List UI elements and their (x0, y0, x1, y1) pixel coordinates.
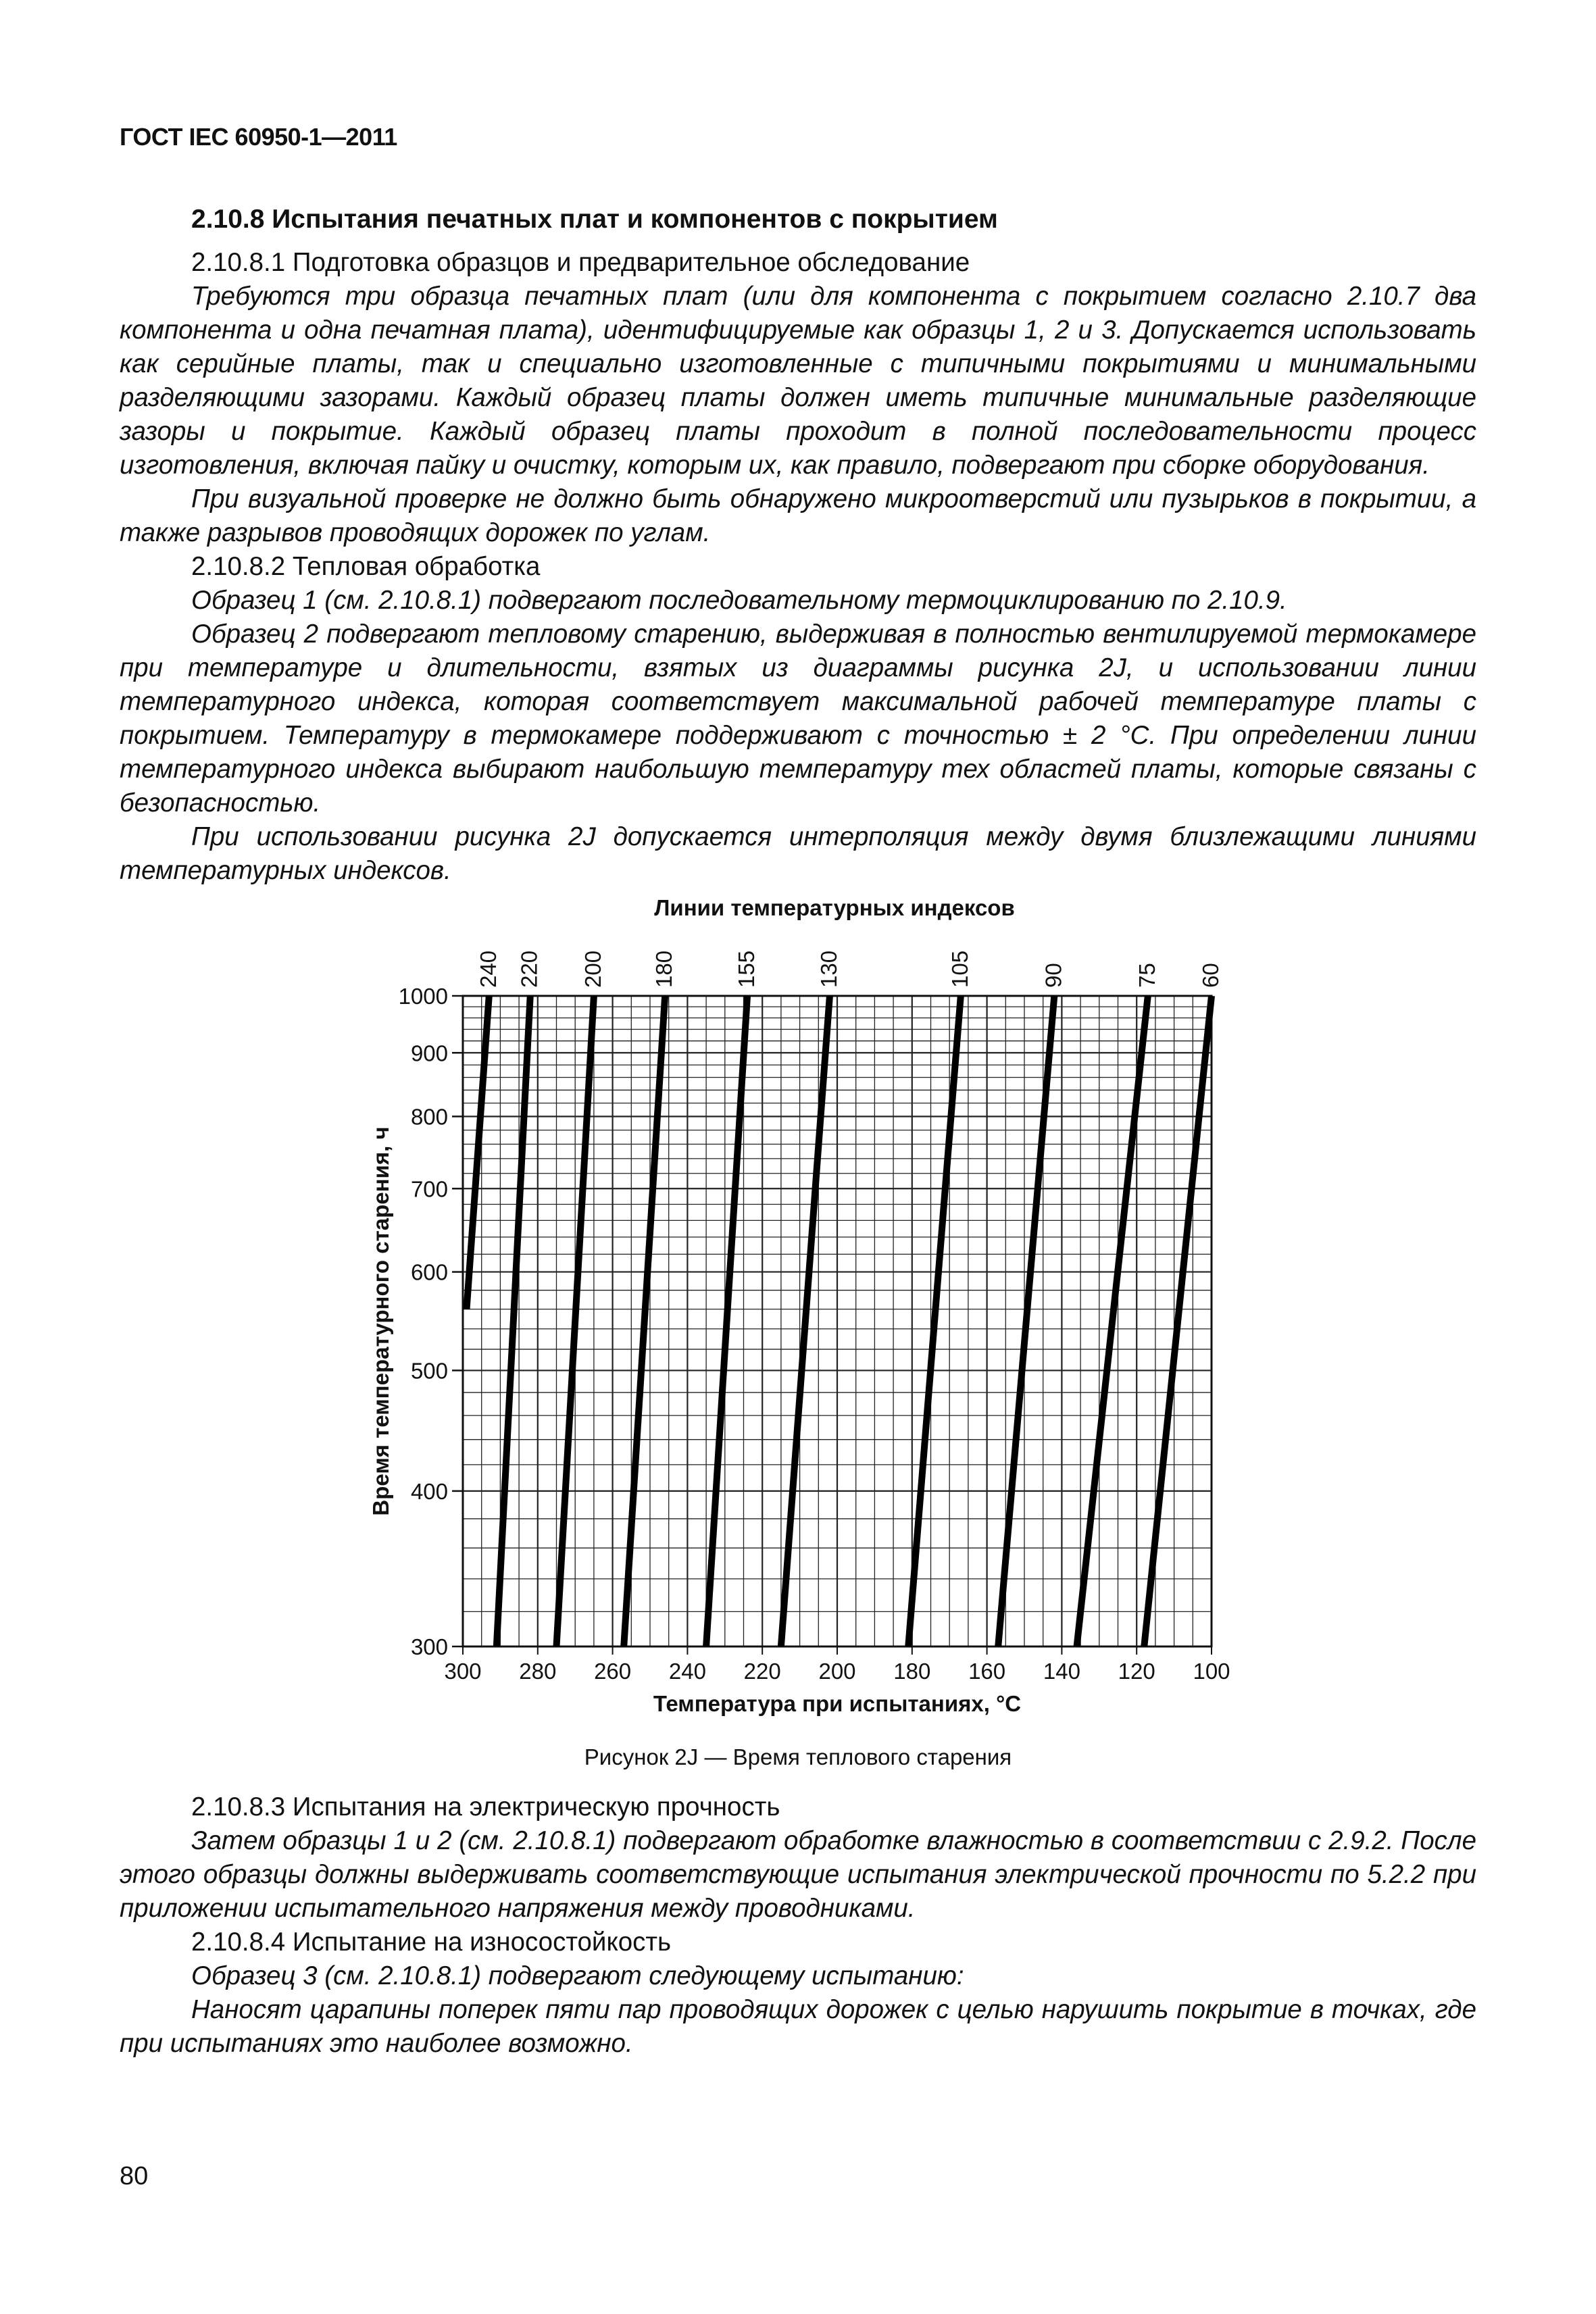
figure-caption: Рисунок 2J — Время теплового старения (584, 1744, 1012, 1769)
subsection-title: 2.10.8.2 Тепловая обработка (191, 552, 541, 581)
temperature-index-line (624, 996, 665, 1646)
x-tick-label: 280 (519, 1659, 557, 1684)
y-tick-label: 300 (410, 1634, 448, 1659)
paragraph: При визуальной проверке не должно быть обнаружено микроотверстий или пузырьков в покрытии, а также разрывов проводящих дорожек по углам. (120, 484, 1476, 547)
x-tick-label: 120 (1118, 1659, 1155, 1684)
temperature-index-line (781, 996, 830, 1646)
temperature-index-line (497, 996, 530, 1646)
x-tick-label: 300 (444, 1659, 482, 1684)
x-tick-label: 160 (968, 1659, 1006, 1684)
x-tick-label: 140 (1043, 1659, 1080, 1684)
series-label: 60 (1198, 963, 1223, 988)
section-heading: 2.10.8 Испытания печатных плат и компонентов с покрытием (191, 205, 998, 234)
subsection-title: 2.10.8.3 Испытания на электрическую прочность (191, 1792, 780, 1821)
temperature-index-line (706, 996, 747, 1646)
x-tick-label: 260 (594, 1659, 632, 1684)
x-tick-label: 220 (743, 1659, 781, 1684)
paragraph: Образец 3 (см. 2.10.8.1) подвергают следующему испытанию: (191, 1961, 964, 1990)
paragraph: Наносят царапины поперек пяти пар проводящих дорожек с целью нарушить покрытие в точках, где при испытаниях это наиболее возможно. (120, 1995, 1476, 2058)
subsection-title: 2.10.8.4 Испытание на износостойкость (191, 1928, 672, 1957)
y-tick-label: 500 (410, 1358, 448, 1384)
series-label: 155 (734, 950, 759, 988)
series-label: 105 (947, 950, 972, 988)
y-axis-label: Время температурного старения, ч (368, 1126, 393, 1516)
page-number: 80 (120, 2162, 149, 2190)
chart-title: Линии температурных индексов (654, 895, 1015, 920)
x-tick-label: 200 (818, 1659, 856, 1684)
document-header: ГОСТ IEC 60950-1—2011 (120, 123, 397, 151)
series-label: 180 (651, 950, 677, 988)
x-tick-label: 240 (668, 1659, 706, 1684)
series-label: 90 (1041, 963, 1066, 988)
paragraph: При использовании рисунка 2J допускается интерполяция между двумя близлежащими линиями температурных индексов. (120, 822, 1476, 885)
series-label: 240 (475, 950, 501, 988)
section-text-2 (120, 1790, 1476, 2061)
x-tick-label: 100 (1193, 1659, 1230, 1684)
series-label: 220 (516, 950, 542, 988)
paragraph: Образец 2 подвергают тепловому старению, выдерживая в полностью вентилируемой термокамере при температуре и длительности, взятых из диаграммы рисунка 2J, и использовании линии температурного индекса, которая соответствует максимальной рабочей температуре платы с покрытием. Температуру в термокамере поддерживают с точностью ± 2 °С. При определении линии температурного индекса выбирают наибольшую температуру тех областей платы, которые связаны с безопасностью. (120, 620, 1476, 818)
y-tick-label: 900 (410, 1040, 448, 1066)
paragraph: Образец 1 (см. 2.10.8.1) подвергают последовательному термоциклированию по 2.10.9. (191, 586, 1287, 615)
x-axis-label: Температура при испытаниях, °С (653, 1691, 1022, 1716)
temperature-index-line (1144, 996, 1212, 1646)
y-tick-label: 700 (410, 1176, 448, 1202)
temperature-index-line (908, 996, 961, 1646)
temperature-index-line (998, 996, 1054, 1646)
x-tick-label: 180 (893, 1659, 931, 1684)
series-label: 75 (1134, 963, 1159, 988)
series-label: 200 (580, 950, 605, 988)
paragraph: Требуются три образца печатных плат (или для компонента с покрытием согласно 2.10.7 два компонента и одна печатная плата), идентифицируемые как образцы 1, 2 и 3. Допускается использовать как серийные платы, так и специально изготовленные с типичными покрытиями и минимальными разделяющими зазорами. Каждый образец платы должен иметь типичные минимальные разделяющие зазоры и покрытие. Каждый образец платы проходит в полной последовательности процесс изготовления, включая пайку и очистку, которым их, как правило, подвергают при сборке оборудования. (120, 282, 1476, 480)
paragraph: Затем образцы 1 и 2 (см. 2.10.8.1) подвергают обработке влажностью в соответствии с 2.9.2. После этого образцы должны выдерживать соответствующие испытания электрической прочности по 5.2.2 при приложении испытательного напряжения между проводниками. (120, 1826, 1476, 1923)
temperature-index-line (467, 996, 489, 1309)
y-tick-label: 800 (410, 1104, 448, 1130)
subsection-title: 2.10.8.1 Подготовка образцов и предварительное обследование (191, 248, 970, 277)
series-label: 130 (816, 950, 841, 988)
y-tick-label: 1000 (398, 984, 448, 1009)
y-tick-label: 400 (410, 1478, 448, 1504)
y-tick-label: 600 (410, 1259, 448, 1285)
